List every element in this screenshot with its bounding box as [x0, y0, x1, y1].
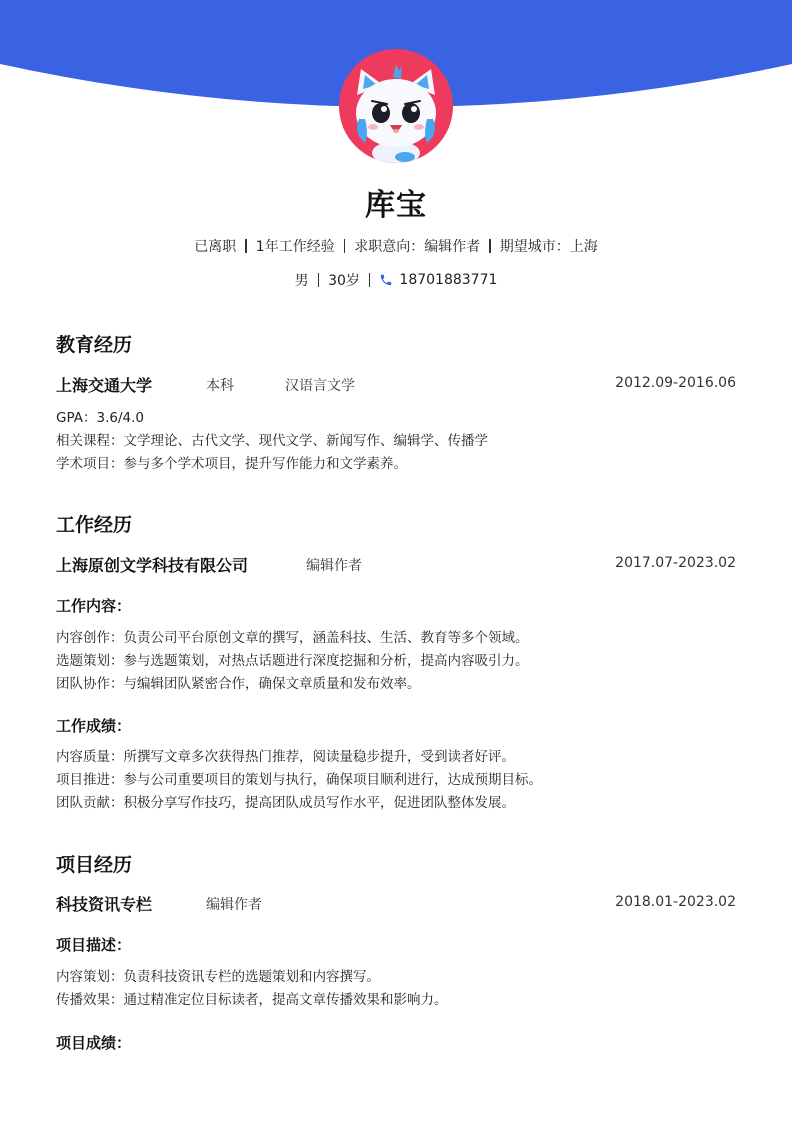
degree: 本科	[206, 378, 234, 394]
education-line: 学术项目：参与多个学术项目，提升写作能力和文学素养。	[56, 456, 407, 472]
divider	[489, 239, 491, 253]
cat-mascot-icon	[339, 49, 453, 163]
project-desc-line: 传播效果：通过精准定位目标读者，提高文章传播效果和影响力。	[56, 992, 448, 1008]
education-row	[56, 373, 736, 395]
basic-info-line	[0, 236, 792, 256]
project-desc-title: 项目描述：	[56, 936, 132, 954]
education-line: GPA：3.6/4.0	[56, 410, 144, 426]
divider	[245, 239, 247, 253]
project-role: 编辑作者	[206, 897, 262, 913]
work-content-line: 团队协作：与编辑团队紧密合作，确保文章质量和发布效率。	[56, 676, 421, 692]
divider	[318, 273, 320, 287]
project-date: 2018.01-2023.02	[615, 894, 736, 910]
work-achievement-list	[56, 746, 746, 815]
education-date: 2012.09-2016.06	[615, 375, 736, 391]
work-achievement-line: 项目推进：参与公司重要项目的策划与执行，确保项目顺利进行，达成预期目标。	[56, 772, 542, 788]
project-row	[56, 892, 736, 914]
gender: 男	[294, 273, 309, 289]
project-desc-line: 内容策划：负责科技资讯专栏的选题策划和内容撰写。	[56, 969, 380, 985]
education-details	[56, 407, 746, 476]
project-section-title: 项目经历	[56, 854, 133, 876]
phone-icon	[379, 273, 393, 287]
divider	[369, 273, 371, 287]
project-result-title: 项目成绩：	[56, 1034, 132, 1052]
work-achievement-line: 团队贡献：积极分享写作技巧，提高团队成员写作水平，促进团队整体发展。	[56, 795, 515, 811]
company-name: 上海原创文学科技有限公司	[56, 556, 249, 575]
work-date: 2017.07-2023.02	[615, 555, 736, 571]
school-name: 上海交通大学	[56, 376, 153, 395]
job-status: 已离职	[194, 239, 237, 255]
age: 30岁	[328, 273, 360, 289]
major: 汉语言文学	[285, 378, 355, 394]
avatar	[339, 49, 453, 163]
project-desc-list	[56, 966, 746, 1012]
phone-number: 18701883771	[399, 272, 498, 288]
work-row	[56, 553, 736, 575]
work-content-list	[56, 627, 746, 696]
work-achievement-title: 工作成绩：	[56, 717, 132, 735]
education-line: 相关课程：文学理论、古代文学、现代文学、新闻写作、编辑学、传播学	[56, 433, 488, 449]
education-section-title: 教育经历	[56, 334, 133, 356]
work-content-line: 选题策划：参与选题策划，对热点话题进行深度挖掘和分析，提高内容吸引力。	[56, 653, 529, 669]
work-content-line: 内容创作：负责公司平台原创文章的撰写，涵盖科技、生活、教育等多个领域。	[56, 630, 529, 646]
work-section-title: 工作经历	[56, 514, 133, 536]
work-content-title: 工作内容：	[56, 597, 132, 615]
contact-info-line	[0, 270, 792, 290]
project-name: 科技资讯专栏	[56, 895, 153, 914]
expected-city: 期望城市：上海	[499, 239, 598, 255]
experience-years: 1年工作经验	[255, 239, 335, 255]
divider	[344, 239, 346, 253]
candidate-name: 库宝	[365, 188, 427, 223]
work-position: 编辑作者	[306, 558, 362, 574]
work-achievement-line: 内容质量：所撰写文章多次获得热门推荐，阅读量稳步提升，受到读者好评。	[56, 749, 515, 765]
job-intention: 求职意向：编辑作者	[354, 239, 481, 255]
